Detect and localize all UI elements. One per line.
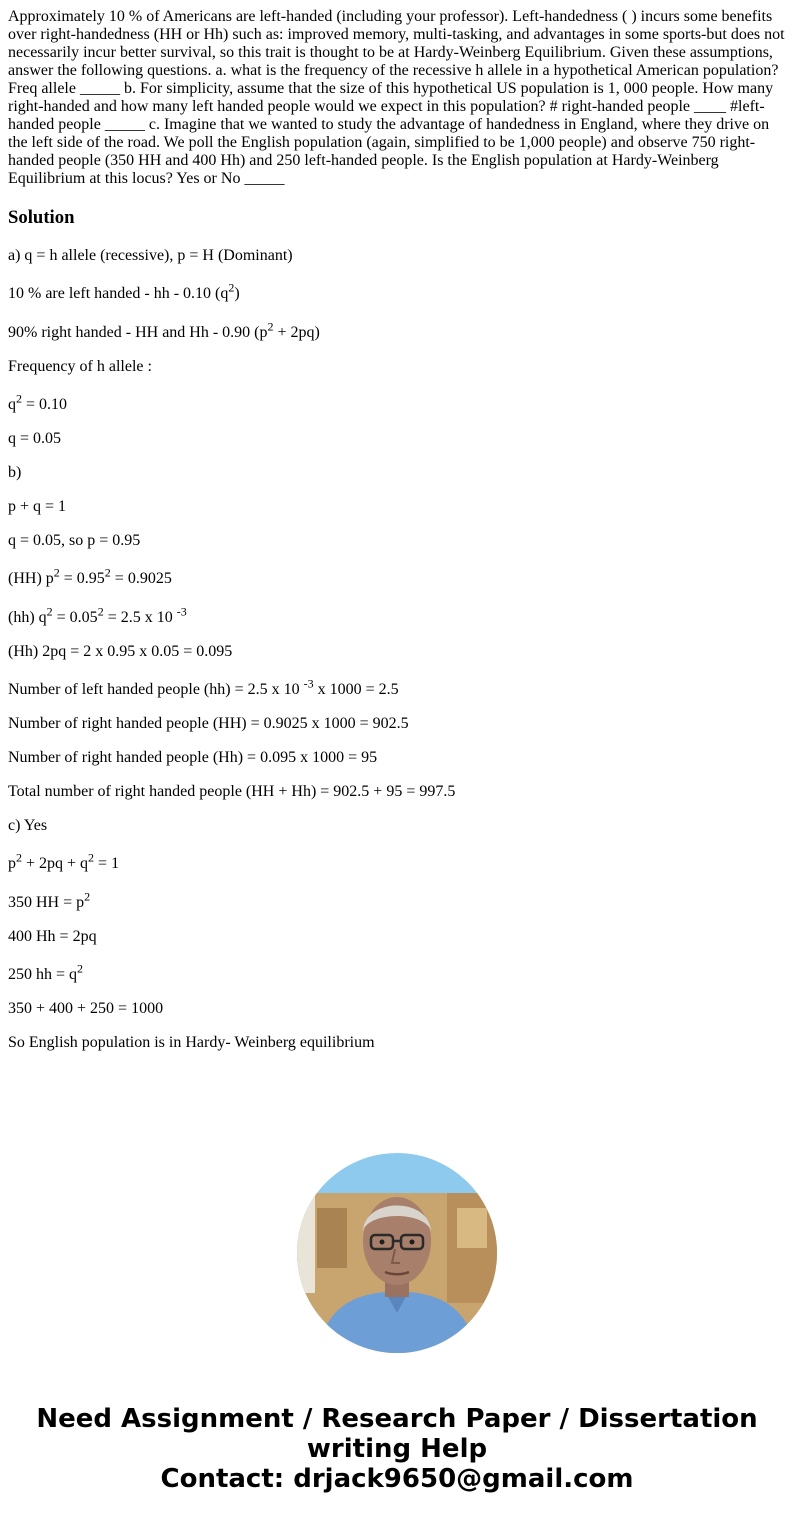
- solution-line: q = 0.05, so p = 0.95: [8, 532, 141, 549]
- promo-banner: [0, 1404, 794, 1494]
- solution-line: p + q = 1: [8, 498, 67, 515]
- solution-line: c) Yes: [8, 817, 48, 834]
- solution-line: 250 hh = $q^2$: [8, 961, 84, 983]
- promo-line-2: writing Help: [306, 1434, 488, 1464]
- solution-line: Number of right handed people (Hh) = 0.095 x 1000 = 95: [8, 749, 378, 766]
- promo-line-1: Need Assignment / Research Paper / Dissertation: [36, 1404, 758, 1434]
- tutor-avatar: [297, 1153, 497, 1353]
- solution-line: Number of left handed people (hh) = 2.5 x 10 $^{-3}$ x 1000 = 2.5: [8, 676, 399, 698]
- solution-line: 10 % are left handed - hh - 0.10 $(q^2)$: [8, 280, 240, 302]
- solution-line: 350 + 400 + 250 = 1000: [8, 1000, 164, 1017]
- tutor-portrait-image: [297, 1153, 497, 1353]
- solution-line: So English population is in Hardy- Weinberg equilibrium: [8, 1034, 375, 1051]
- solution-line: 90% right handed - HH and Hh - 0.90 $(p^2 + 2pq)$: [8, 319, 320, 341]
- solution-line: 350 HH = $p^2$: [8, 889, 91, 911]
- solution-line: Frequency of h allele :: [8, 358, 152, 375]
- solution-line: q = 0.05: [8, 430, 62, 447]
- question-text: Approximately 10 % of Americans are left-handed (including your professor). Left-handedness ( ) incurs some benefits over right-handedness (HH or Hh) such as: improved memory, multi-tasking, and advantages in some sports-but does not necessarily incur better survival, so this trait is thought to be at Hardy-Weinberg Equilibrium. Given these assumptions, answer the following questions. a. what is the frequency of the recessive h allele in a hypothetical American population? Freq allele _____ b. For simplicity, assume that the size of this hypothetical US population is 1, 000 people. How many right-handed and how many left handed people would we expect in this population? # right-handed people ____ #left-handed people _____ c. Imagine that we wanted to study the advantage of handedness in England, where they drive on the left side of the road. We poll the English population (again, simplified to be 1,000 people) and observe 750 right-handed people (350 HH and 400 Hh) and 250 left-handed people. Is the English population at Hardy-Weinberg Equilibrium at this locus? Yes or No _____: [8, 8, 785, 187]
- solution-line: Total number of right handed people (HH + Hh) = 902.5 + 95 = 997.5: [8, 783, 456, 800]
- solution-line: b): [8, 464, 22, 481]
- solution-line: (Hh) 2pq = 2 x 0.95 x 0.05 = 0.095: [8, 643, 233, 660]
- solution-line: (hh) $q^2 = 0.05^2 = 2.5$ x 10 $^{-3}$: [8, 604, 187, 626]
- solution-line: a) q = h allele (recessive), p = H (Dominant): [8, 247, 293, 264]
- solution-line: (HH) $p^2 = 0.95^2 = 0.9025$: [8, 565, 172, 587]
- solution-line: 400 Hh = 2pq: [8, 928, 97, 945]
- solution-line: Number of right handed people (HH) = 0.9025 x 1000 = 902.5: [8, 715, 409, 732]
- solution-line: $p^2 + 2pq + q^2 = 1$: [8, 850, 120, 872]
- solution-line: $q^2 = 0.10$: [8, 391, 68, 413]
- promo-contact-email: Contact: drjack9650@gmail.com: [160, 1464, 634, 1494]
- solution-heading: Solution: [8, 207, 75, 228]
